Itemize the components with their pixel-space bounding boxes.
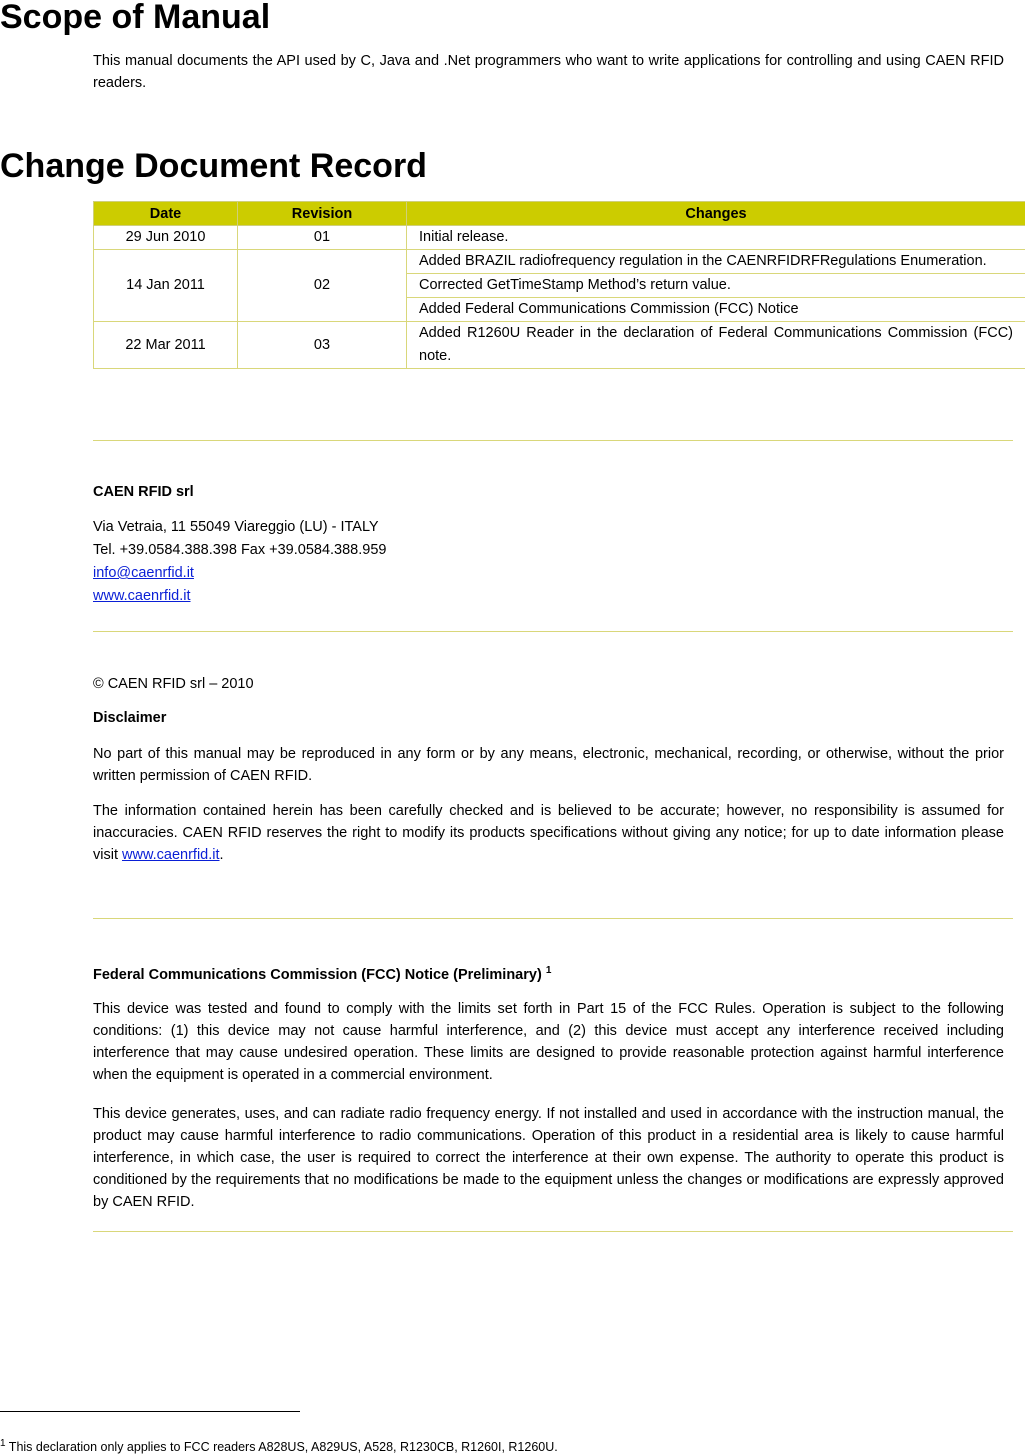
row-revision: 03	[238, 322, 407, 369]
fcc-p1: This device was tested and found to comply with the limits set forth in Part 15 of the FCC Rules. Operation is subject to the following conditions: (1) this device may not cause harmful interference, and (2) this device must accept any interference received including interference that may cause undesired operation. These limits are designed to provide reasonable protection against harmful interference when the equipment is operated in a commercial environment.	[93, 998, 1004, 1086]
copyright: © CAEN RFID srl – 2010	[93, 673, 254, 695]
divider	[93, 918, 1013, 919]
change-record-table	[93, 201, 1025, 369]
footnote	[0, 1436, 558, 1455]
fcc-title	[93, 960, 551, 986]
footnote-mark: 1	[0, 1438, 6, 1449]
disclaimer-p2	[93, 800, 1004, 866]
header-changes: Changes	[407, 202, 1025, 226]
divider	[93, 631, 1013, 632]
company-address: Via Vetraia, 11 55049 Viareggio (LU) - ITALY	[93, 516, 379, 538]
table-row	[94, 250, 1025, 274]
disclaimer-title: Disclaimer	[93, 707, 166, 729]
record-title: Change Document Record	[0, 149, 427, 183]
row-date: 29 Jun 2010	[94, 226, 238, 250]
fcc-p2: This device generates, uses, and can radiate radio frequency energy. If not installed and used in accordance with the instruction manual, the product may cause harmful interference to radio communications. Operation of this product in a residential area is likely to cause harmful interference, in which case, the user is required to correct the interference at their own expense. The authority to operate this product is conditioned by the requirements that no modifications be made to the equipment unless the changes or modifications are expressly approved by CAEN RFID.	[93, 1103, 1004, 1213]
table-header-row	[94, 202, 1025, 226]
row-change: Corrected GetTimeStamp Method’s return value.	[407, 274, 1025, 298]
company-phone: Tel. +39.0584.388.398 Fax +39.0584.388.959	[93, 539, 386, 561]
header-date: Date	[94, 202, 238, 226]
company-name: CAEN RFID srl	[93, 481, 194, 503]
fcc-title-text: Federal Communications Commission (FCC) Notice (Preliminary)	[93, 967, 546, 983]
footnote-text: This declaration only applies to FCC readers A828US, A829US, A528, R1230CB, R1260I, R1260U.	[6, 1440, 558, 1454]
row-date: 22 Mar 2011	[94, 322, 238, 369]
footnote-rule	[0, 1411, 300, 1412]
row-revision: 02	[238, 250, 407, 322]
disclaimer-p2-text: The information contained herein has been carefully checked and is believed to be accurate; however, no responsibility is assumed for inaccuracies. CAEN RFID reserves the right to modify its products specifications without giving any notice; for up to date information please visit	[93, 803, 1004, 863]
table-row	[94, 322, 1025, 369]
row-change: Added BRAZIL radiofrequency regulation in the CAENRFIDRFRegulations Enumeration.	[407, 250, 1025, 274]
scope-text: This manual documents the API used by C, Java and .Net programmers who want to write applications for controlling and using CAEN RFID readers.	[93, 50, 1004, 94]
row-date: 14 Jan 2011	[94, 250, 238, 322]
website-link-inline[interactable]: www.caenrfid.it	[122, 847, 220, 863]
email-link[interactable]: info@caenrfid.it	[93, 565, 194, 581]
website-link[interactable]: www.caenrfid.it	[93, 588, 191, 604]
footnote-ref: 1	[546, 965, 552, 976]
scope-title: Scope of Manual	[0, 0, 270, 34]
table-row	[94, 226, 1025, 250]
disclaimer-p2-end: .	[220, 847, 224, 863]
row-change: Initial release.	[407, 226, 1025, 250]
row-change: Added R1260U Reader in the declaration of Federal Communications Commission (FCC) note.	[407, 322, 1025, 369]
row-change: Added Federal Communications Commission (FCC) Notice	[407, 298, 1025, 322]
header-revision: Revision	[238, 202, 407, 226]
divider	[93, 1231, 1013, 1232]
row-revision: 01	[238, 226, 407, 250]
divider	[93, 440, 1013, 441]
disclaimer-p1: No part of this manual may be reproduced in any form or by any means, electronic, mechanical, recording, or otherwise, without the prior written permission of CAEN RFID.	[93, 743, 1004, 787]
